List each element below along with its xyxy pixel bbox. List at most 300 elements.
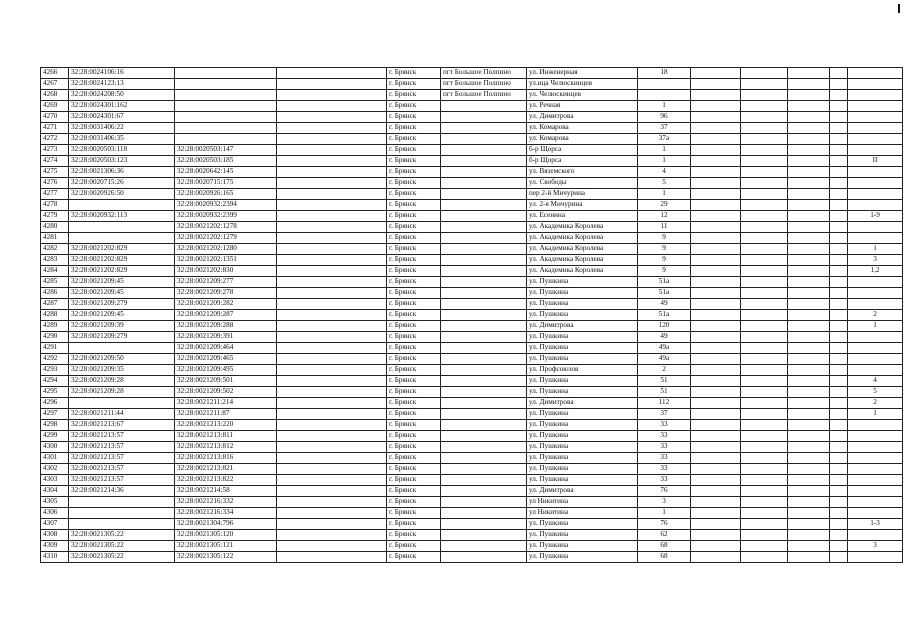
row-number-cell: 4281	[41, 233, 69, 244]
street-cell: ул. Профсоюзов	[527, 365, 638, 376]
land-cadastral-number-cell: 32:28:0021209:45	[69, 288, 175, 299]
row-number-cell: 4299	[41, 431, 69, 442]
blank-column-5-cell	[830, 552, 848, 563]
table-row	[41, 420, 903, 431]
blank-column-cell	[277, 101, 387, 112]
settlement-cell	[441, 101, 527, 112]
blank-column-5-cell	[830, 497, 848, 508]
blank-column-5-cell	[830, 101, 848, 112]
blank-column-cell	[277, 178, 387, 189]
table-row	[41, 299, 903, 310]
street-cell: ул. Пушкина	[527, 453, 638, 464]
blank-column-4-cell	[788, 508, 830, 519]
blank-column-cell	[277, 497, 387, 508]
blank-column-5-cell	[830, 530, 848, 541]
city-cell: г. Брянск	[387, 354, 441, 365]
blank-column-2-cell	[691, 79, 741, 90]
street-cell: пер 2-й Мичурина	[527, 189, 638, 200]
blank-column-2-cell	[691, 354, 741, 365]
building-cadastral-number-cell: 32:28:0021305:121	[175, 541, 277, 552]
blank-column-4-cell	[788, 442, 830, 453]
table-row	[41, 486, 903, 497]
street-cell: ул. Челюскинцев	[527, 90, 638, 101]
table-row	[41, 530, 903, 541]
house-number-cell: 1	[638, 145, 691, 156]
blank-column-cell	[277, 398, 387, 409]
building-cadastral-number-cell: 32:28:0021209:464	[175, 343, 277, 354]
row-number-cell: 4290	[41, 332, 69, 343]
building-cadastral-number-cell: 32:28:0021202:1279	[175, 233, 277, 244]
row-number-cell: 4309	[41, 541, 69, 552]
row-number-cell: 4278	[41, 200, 69, 211]
city-cell: г. Брянск	[387, 453, 441, 464]
land-cadastral-number-cell: 32:28:0024301:67	[69, 112, 175, 123]
settlement-cell	[441, 321, 527, 332]
apartment-number-cell	[848, 134, 903, 145]
blank-column-cell	[277, 112, 387, 123]
blank-column-3-cell	[741, 541, 788, 552]
blank-column-4-cell	[788, 288, 830, 299]
blank-column-3-cell	[741, 101, 788, 112]
settlement-cell	[441, 123, 527, 134]
blank-column-5-cell	[830, 134, 848, 145]
blank-column-cell	[277, 530, 387, 541]
city-cell: г. Брянск	[387, 244, 441, 255]
settlement-cell	[441, 266, 527, 277]
blank-column-3-cell	[741, 552, 788, 563]
blank-column-2-cell	[691, 123, 741, 134]
blank-column-4-cell	[788, 134, 830, 145]
row-number-cell: 4295	[41, 387, 69, 398]
land-cadastral-number-cell: 32:28:0031406:22	[69, 123, 175, 134]
blank-column-5-cell	[830, 167, 848, 178]
street-cell: ул. Есенина	[527, 211, 638, 222]
land-cadastral-number-cell: 32:28:0021211:44	[69, 409, 175, 420]
apartment-number-cell	[848, 222, 903, 233]
city-cell: г. Брянск	[387, 365, 441, 376]
table-row	[41, 266, 903, 277]
blank-column-4-cell	[788, 211, 830, 222]
land-cadastral-number-cell: 32:28:0021305:22	[69, 530, 175, 541]
table-row	[41, 387, 903, 398]
blank-column-3-cell	[741, 332, 788, 343]
city-cell: г. Брянск	[387, 266, 441, 277]
building-cadastral-number-cell	[175, 68, 277, 79]
blank-column-3-cell	[741, 453, 788, 464]
apartment-number-cell	[848, 464, 903, 475]
city-cell: г. Брянск	[387, 398, 441, 409]
blank-column-5-cell	[830, 365, 848, 376]
apartment-number-cell	[848, 200, 903, 211]
blank-column-3-cell	[741, 464, 788, 475]
blank-column-4-cell	[788, 409, 830, 420]
table-row	[41, 321, 903, 332]
table-row	[41, 277, 903, 288]
blank-column-cell	[277, 244, 387, 255]
blank-column-2-cell	[691, 288, 741, 299]
blank-column-cell	[277, 156, 387, 167]
apartment-number-cell	[848, 354, 903, 365]
blank-column-3-cell	[741, 519, 788, 530]
blank-column-cell	[277, 486, 387, 497]
apartment-number-cell	[848, 90, 903, 101]
house-number-cell: 18	[638, 68, 691, 79]
land-cadastral-number-cell: 32:28:0024106:16	[69, 68, 175, 79]
blank-column-2-cell	[691, 519, 741, 530]
blank-column-5-cell	[830, 519, 848, 530]
land-cadastral-number-cell	[69, 497, 175, 508]
blank-column-2-cell	[691, 222, 741, 233]
building-cadastral-number-cell: 32:28:0021209:288	[175, 321, 277, 332]
settlement-cell: пгт Большое Полпино	[441, 79, 527, 90]
city-cell: г. Брянск	[387, 387, 441, 398]
blank-column-3-cell	[741, 178, 788, 189]
land-cadastral-number-cell	[69, 200, 175, 211]
blank-column-2-cell	[691, 431, 741, 442]
blank-column-4-cell	[788, 90, 830, 101]
blank-column-3-cell	[741, 321, 788, 332]
blank-column-4-cell	[788, 266, 830, 277]
settlement-cell	[441, 299, 527, 310]
street-cell: ул. Пушкина	[527, 420, 638, 431]
street-cell: ул. Пушкина	[527, 530, 638, 541]
settlement-cell	[441, 486, 527, 497]
blank-column-3-cell	[741, 277, 788, 288]
apartment-number-cell	[848, 442, 903, 453]
row-number-cell: 4288	[41, 310, 69, 321]
street-cell: ул. Комарова	[527, 123, 638, 134]
land-cadastral-number-cell: 32:28:0021213:57	[69, 475, 175, 486]
blank-column-cell	[277, 376, 387, 387]
building-cadastral-number-cell: 32:28:0021211:214	[175, 398, 277, 409]
settlement-cell	[441, 541, 527, 552]
land-cadastral-number-cell	[69, 508, 175, 519]
blank-column-2-cell	[691, 134, 741, 145]
street-cell: б-р Щорса	[527, 145, 638, 156]
blank-column-5-cell	[830, 222, 848, 233]
city-cell: г. Брянск	[387, 519, 441, 530]
building-cadastral-number-cell: 32:28:0020932:2394	[175, 200, 277, 211]
blank-column-2-cell	[691, 376, 741, 387]
blank-column-2-cell	[691, 321, 741, 332]
building-cadastral-number-cell: 32:28:0021209:278	[175, 288, 277, 299]
land-cadastral-number-cell: 32:28:0021305:22	[69, 541, 175, 552]
apartment-number-cell: 1,2	[848, 266, 903, 277]
building-cadastral-number-cell: 32:28:0021304:796	[175, 519, 277, 530]
blank-column-3-cell	[741, 145, 788, 156]
row-number-cell: 4286	[41, 288, 69, 299]
settlement-cell: пгт Большое Полпино	[441, 68, 527, 79]
house-number-cell: 11	[638, 222, 691, 233]
city-cell: г. Брянск	[387, 508, 441, 519]
blank-column-4-cell	[788, 475, 830, 486]
settlement-cell	[441, 552, 527, 563]
blank-column-5-cell	[830, 486, 848, 497]
row-number-cell: 4293	[41, 365, 69, 376]
table-row	[41, 398, 903, 409]
building-cadastral-number-cell: 32:28:0021213:811	[175, 431, 277, 442]
settlement-cell	[441, 453, 527, 464]
blank-column-3-cell	[741, 211, 788, 222]
blank-column-2-cell	[691, 200, 741, 211]
blank-column-cell	[277, 475, 387, 486]
land-cadastral-number-cell: 32:28:0021209:279	[69, 332, 175, 343]
row-number-cell: 4303	[41, 475, 69, 486]
blank-column-cell	[277, 288, 387, 299]
row-number-cell: 4284	[41, 266, 69, 277]
street-cell: ул. Инженерная	[527, 68, 638, 79]
blank-column-2-cell	[691, 90, 741, 101]
city-cell: г. Брянск	[387, 189, 441, 200]
house-number-cell: 2	[638, 365, 691, 376]
house-number-cell: 12	[638, 211, 691, 222]
blank-column-3-cell	[741, 431, 788, 442]
blank-column-cell	[277, 123, 387, 134]
settlement-cell	[441, 376, 527, 387]
apartment-number-cell	[848, 552, 903, 563]
land-cadastral-number-cell: 32:28:0021209:50	[69, 354, 175, 365]
row-number-cell: 4294	[41, 376, 69, 387]
blank-column-5-cell	[830, 90, 848, 101]
blank-column-4-cell	[788, 497, 830, 508]
row-number-cell: 4266	[41, 68, 69, 79]
street-cell: ул. Пушкина	[527, 310, 638, 321]
blank-column-2-cell	[691, 541, 741, 552]
land-cadastral-number-cell	[69, 398, 175, 409]
blank-column-2-cell	[691, 145, 741, 156]
blank-column-2-cell	[691, 343, 741, 354]
street-cell: ул. Пушкина	[527, 332, 638, 343]
apartment-number-cell	[848, 343, 903, 354]
blank-column-cell	[277, 420, 387, 431]
land-cadastral-number-cell: 32:28:0021214:36	[69, 486, 175, 497]
blank-column-3-cell	[741, 497, 788, 508]
land-cadastral-number-cell: 32:28:0021209:39	[69, 321, 175, 332]
apartment-number-cell	[848, 332, 903, 343]
city-cell: г. Брянск	[387, 552, 441, 563]
blank-column-4-cell	[788, 233, 830, 244]
table-row	[41, 431, 903, 442]
land-cadastral-number-cell: 32:28:0020932:113	[69, 211, 175, 222]
apartment-number-cell	[848, 486, 903, 497]
land-cadastral-number-cell: 32:28:0021213:57	[69, 442, 175, 453]
city-cell: г. Брянск	[387, 134, 441, 145]
city-cell: г. Брянск	[387, 288, 441, 299]
city-cell: г. Брянск	[387, 321, 441, 332]
apartment-number-cell	[848, 123, 903, 134]
building-cadastral-number-cell: 32:28:0020715:175	[175, 178, 277, 189]
street-cell: ул. Академика Королева	[527, 222, 638, 233]
blank-column-cell	[277, 321, 387, 332]
land-cadastral-number-cell: 32:28:0024123:13	[69, 79, 175, 90]
street-cell: ул. Пушкина	[527, 442, 638, 453]
building-cadastral-number-cell: 32:28:0021209:277	[175, 277, 277, 288]
blank-column-4-cell	[788, 354, 830, 365]
blank-column-5-cell	[830, 156, 848, 167]
land-cadastral-number-cell: 32:28:0020503:123	[69, 156, 175, 167]
settlement-cell	[441, 288, 527, 299]
city-cell: г. Брянск	[387, 68, 441, 79]
table-row	[41, 244, 903, 255]
city-cell: г. Брянск	[387, 233, 441, 244]
house-number-cell: 5	[638, 178, 691, 189]
blank-column-4-cell	[788, 189, 830, 200]
house-number-cell: 33	[638, 453, 691, 464]
settlement-cell	[441, 233, 527, 244]
street-cell: ул. 2-я Мичурина	[527, 200, 638, 211]
settlement-cell	[441, 178, 527, 189]
blank-column-cell	[277, 233, 387, 244]
blank-column-5-cell	[830, 112, 848, 123]
blank-column-5-cell	[830, 255, 848, 266]
building-cadastral-number-cell: 32:28:0021202:1351	[175, 255, 277, 266]
city-cell: г. Брянск	[387, 277, 441, 288]
city-cell: г. Брянск	[387, 409, 441, 420]
settlement-cell	[441, 409, 527, 420]
street-cell: ул. Академика Королева	[527, 255, 638, 266]
blank-column-2-cell	[691, 211, 741, 222]
apartment-number-cell: 5	[848, 387, 903, 398]
blank-column-cell	[277, 387, 387, 398]
settlement-cell	[441, 354, 527, 365]
blank-column-2-cell	[691, 464, 741, 475]
table-row	[41, 134, 903, 145]
house-number-cell: 120	[638, 321, 691, 332]
blank-column-5-cell	[830, 266, 848, 277]
building-cadastral-number-cell: 32:28:0021213:821	[175, 464, 277, 475]
street-cell: ул. Свободы	[527, 178, 638, 189]
blank-column-cell	[277, 453, 387, 464]
blank-column-4-cell	[788, 552, 830, 563]
table-row	[41, 112, 903, 123]
city-cell: г. Брянск	[387, 112, 441, 123]
blank-column-cell	[277, 409, 387, 420]
blank-column-2-cell	[691, 189, 741, 200]
row-number-cell: 4307	[41, 519, 69, 530]
settlement-cell	[441, 156, 527, 167]
row-number-cell: 4282	[41, 244, 69, 255]
blank-column-cell	[277, 68, 387, 79]
blank-column-4-cell	[788, 343, 830, 354]
apartment-number-cell	[848, 497, 903, 508]
house-number-cell: 51а	[638, 310, 691, 321]
street-cell: ул. Пушкина	[527, 464, 638, 475]
apartment-number-cell	[848, 112, 903, 123]
city-cell: г. Брянск	[387, 442, 441, 453]
apartment-number-cell	[848, 420, 903, 431]
blank-column-5-cell	[830, 420, 848, 431]
table-row	[41, 497, 903, 508]
blank-column-4-cell	[788, 332, 830, 343]
row-number-cell: 4272	[41, 134, 69, 145]
table-row	[41, 409, 903, 420]
blank-column-2-cell	[691, 68, 741, 79]
blank-column-5-cell	[830, 211, 848, 222]
settlement-cell	[441, 134, 527, 145]
row-number-cell: 4305	[41, 497, 69, 508]
blank-column-3-cell	[741, 200, 788, 211]
land-cadastral-number-cell: 32:28:0021209:279	[69, 299, 175, 310]
house-number-cell: 1	[638, 101, 691, 112]
blank-column-2-cell	[691, 409, 741, 420]
settlement-cell	[441, 255, 527, 266]
table-row	[41, 189, 903, 200]
blank-column-5-cell	[830, 541, 848, 552]
blank-column-5-cell	[830, 442, 848, 453]
apartment-number-cell	[848, 530, 903, 541]
city-cell: г. Брянск	[387, 486, 441, 497]
street-cell: ул.ица Челюскинцев	[527, 79, 638, 90]
house-number-cell: 4	[638, 167, 691, 178]
blank-column-cell	[277, 200, 387, 211]
table-row	[41, 541, 903, 552]
street-cell: ул. Академика Королева	[527, 266, 638, 277]
blank-column-2-cell	[691, 497, 741, 508]
building-cadastral-number-cell: 32:28:0021213:812	[175, 442, 277, 453]
table-row	[41, 288, 903, 299]
blank-column-5-cell	[830, 288, 848, 299]
building-cadastral-number-cell	[175, 101, 277, 112]
settlement-cell	[441, 398, 527, 409]
street-cell: ул. Димитрова	[527, 398, 638, 409]
blank-column-3-cell	[741, 90, 788, 101]
table-row	[41, 310, 903, 321]
house-number-cell: 37	[638, 123, 691, 134]
blank-column-cell	[277, 442, 387, 453]
blank-column-2-cell	[691, 101, 741, 112]
blank-column-4-cell	[788, 79, 830, 90]
blank-column-3-cell	[741, 112, 788, 123]
street-cell: ул. Комарова	[527, 134, 638, 145]
blank-column-cell	[277, 464, 387, 475]
street-cell: ул. Речная	[527, 101, 638, 112]
blank-column-2-cell	[691, 266, 741, 277]
settlement-cell	[441, 332, 527, 343]
blank-column-5-cell	[830, 431, 848, 442]
table-row	[41, 233, 903, 244]
blank-column-cell	[277, 519, 387, 530]
settlement-cell	[441, 112, 527, 123]
house-number-cell: 76	[638, 519, 691, 530]
building-cadastral-number-cell: 32:28:0021305:120	[175, 530, 277, 541]
blank-column-cell	[277, 365, 387, 376]
blank-column-4-cell	[788, 255, 830, 266]
settlement-cell: пгт Большое Полпино	[441, 90, 527, 101]
blank-column-2-cell	[691, 453, 741, 464]
table-row	[41, 167, 903, 178]
table-row	[41, 332, 903, 343]
house-number-cell: 51	[638, 376, 691, 387]
row-number-cell: 4296	[41, 398, 69, 409]
house-number-cell: 51а	[638, 277, 691, 288]
blank-column-3-cell	[741, 420, 788, 431]
blank-column-3-cell	[741, 376, 788, 387]
street-cell: ул. Пушкина	[527, 409, 638, 420]
city-cell: г. Брянск	[387, 123, 441, 134]
blank-column-4-cell	[788, 365, 830, 376]
blank-column-5-cell	[830, 145, 848, 156]
blank-column-5-cell	[830, 321, 848, 332]
street-cell: ул. Димитрова	[527, 321, 638, 332]
apartment-number-cell: 4	[848, 376, 903, 387]
building-cadastral-number-cell: 32:28:0020932:2399	[175, 211, 277, 222]
apartment-number-cell: 3	[848, 255, 903, 266]
blank-column-3-cell	[741, 442, 788, 453]
blank-column-5-cell	[830, 189, 848, 200]
street-cell: ул. Пушкина	[527, 376, 638, 387]
city-cell: г. Брянск	[387, 167, 441, 178]
street-cell: ул. Пушкина	[527, 288, 638, 299]
